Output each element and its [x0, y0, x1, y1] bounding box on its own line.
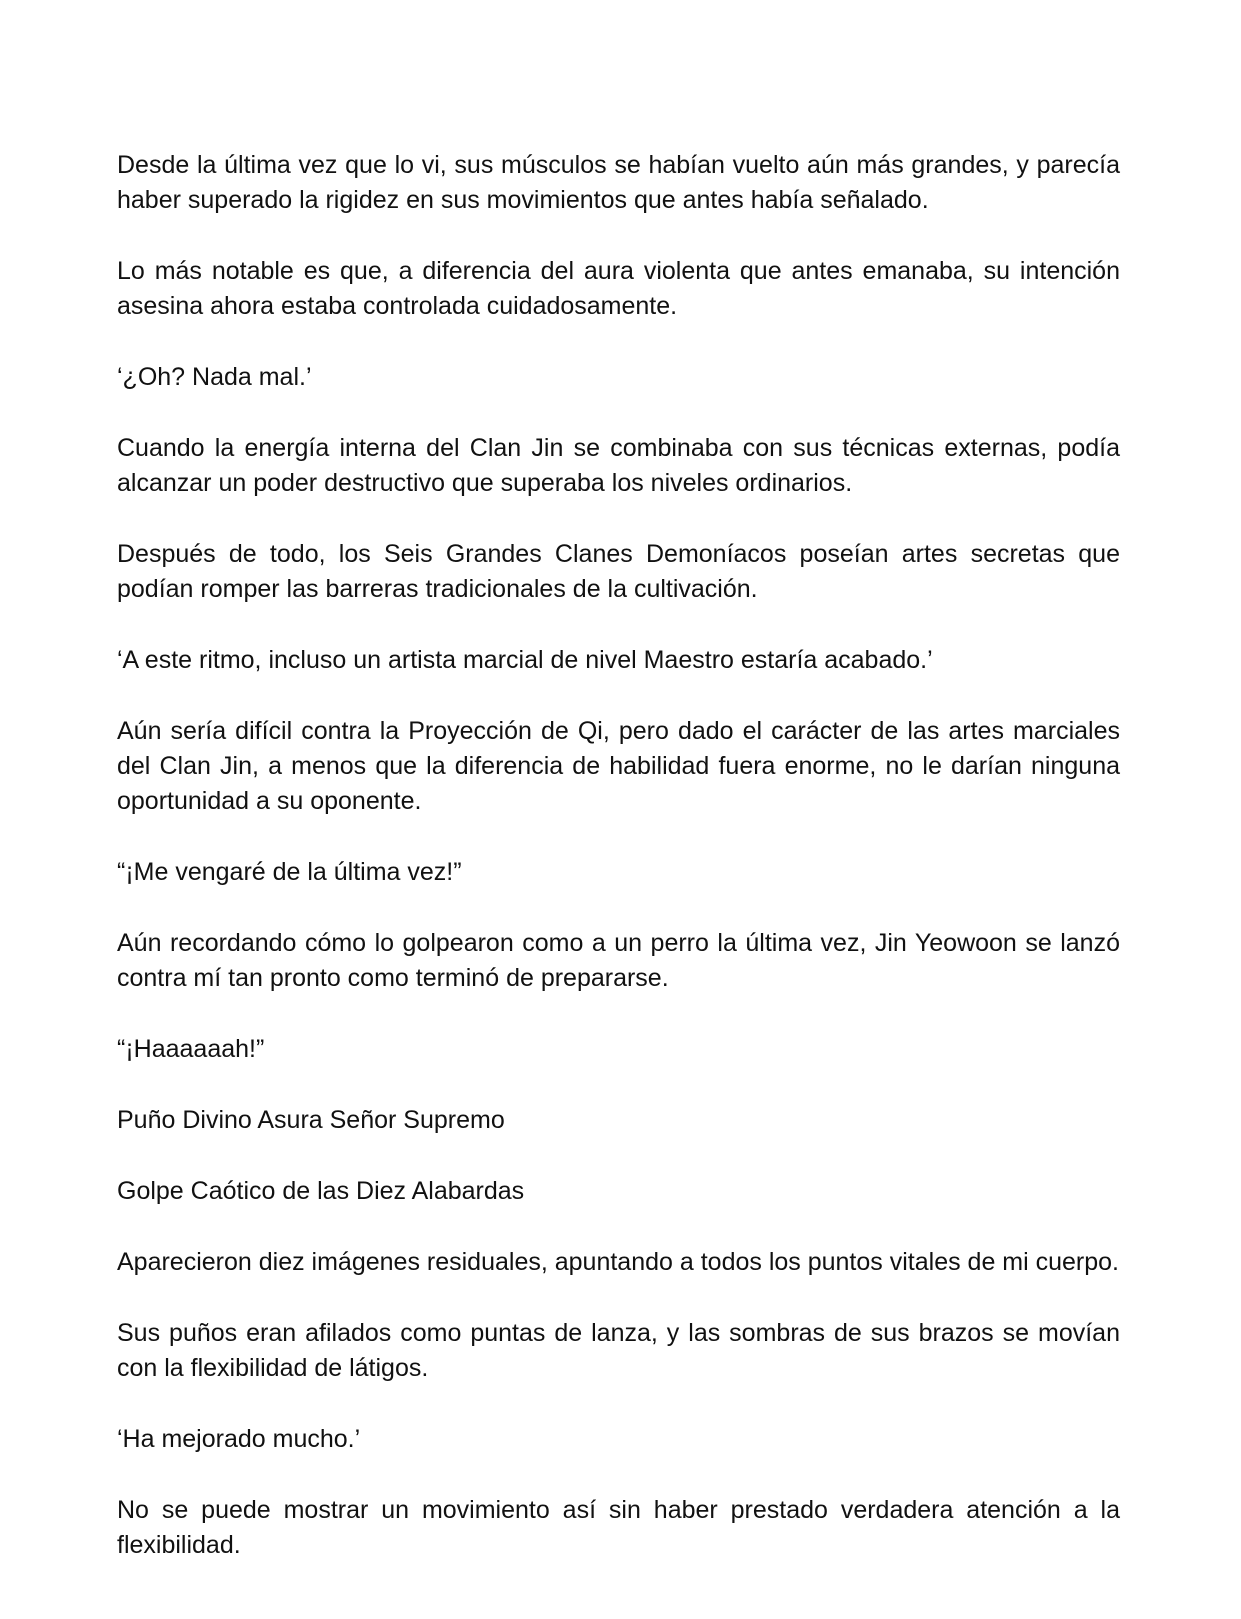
paragraph: “¡Me vengaré de la última vez!” — [117, 858, 462, 886]
paragraph: Golpe Caótico de las Diez Alabardas — [117, 1177, 525, 1205]
paragraph: ‘¿Oh? Nada mal.’ — [117, 363, 312, 391]
paragraph: Desde la última vez que lo vi, sus músculos se habían vuelto aún más grandes, y parecía haber superado la rigidez en sus movimientos que antes había señalado. — [117, 151, 1120, 214]
paragraph: Aún sería difícil contra la Proyección de Qi, pero dado el carácter de las artes marciales del Clan Jin, a menos que la diferencia de habilidad fuera enorme, no le darían ninguna oportunidad a su oponente. — [117, 717, 1120, 815]
paragraph: No se puede mostrar un movimiento así sin haber prestado verdadera atención a la flexibilidad. — [117, 1496, 1120, 1559]
paragraph: Aparecieron diez imágenes residuales, apuntando a todos los puntos vitales de mi cuerpo. — [117, 1248, 1120, 1276]
paragraph: ‘Ha mejorado mucho.’ — [117, 1425, 361, 1453]
paragraph: Lo más notable es que, a diferencia del aura violenta que antes emanaba, su intención asesina ahora estaba controlada cuidadosamente. — [117, 257, 1120, 320]
document-page — [117, 148, 1120, 1563]
paragraph: Aún recordando cómo lo golpearon como a un perro la última vez, Jin Yeowoon se lanzó contra mí tan pronto como terminó de prepararse. — [117, 929, 1120, 992]
paragraph: Cuando la energía interna del Clan Jin se combinaba con sus técnicas externas, podía alcanzar un poder destructivo que superaba los niveles ordinarios. — [117, 434, 1120, 497]
paragraph: “¡Haaaaaah!” — [117, 1035, 265, 1063]
paragraph: Puño Divino Asura Señor Supremo — [117, 1106, 505, 1134]
paragraph: Sus puños eran afilados como puntas de lanza, y las sombras de sus brazos se movían con la flexibilidad de látigos. — [117, 1319, 1120, 1382]
paragraph: ‘A este ritmo, incluso un artista marcial de nivel Maestro estaría acabado.’ — [117, 646, 933, 674]
paragraph: Después de todo, los Seis Grandes Clanes Demoníacos poseían artes secretas que podían romper las barreras tradicionales de la cultivación. — [117, 540, 1120, 603]
